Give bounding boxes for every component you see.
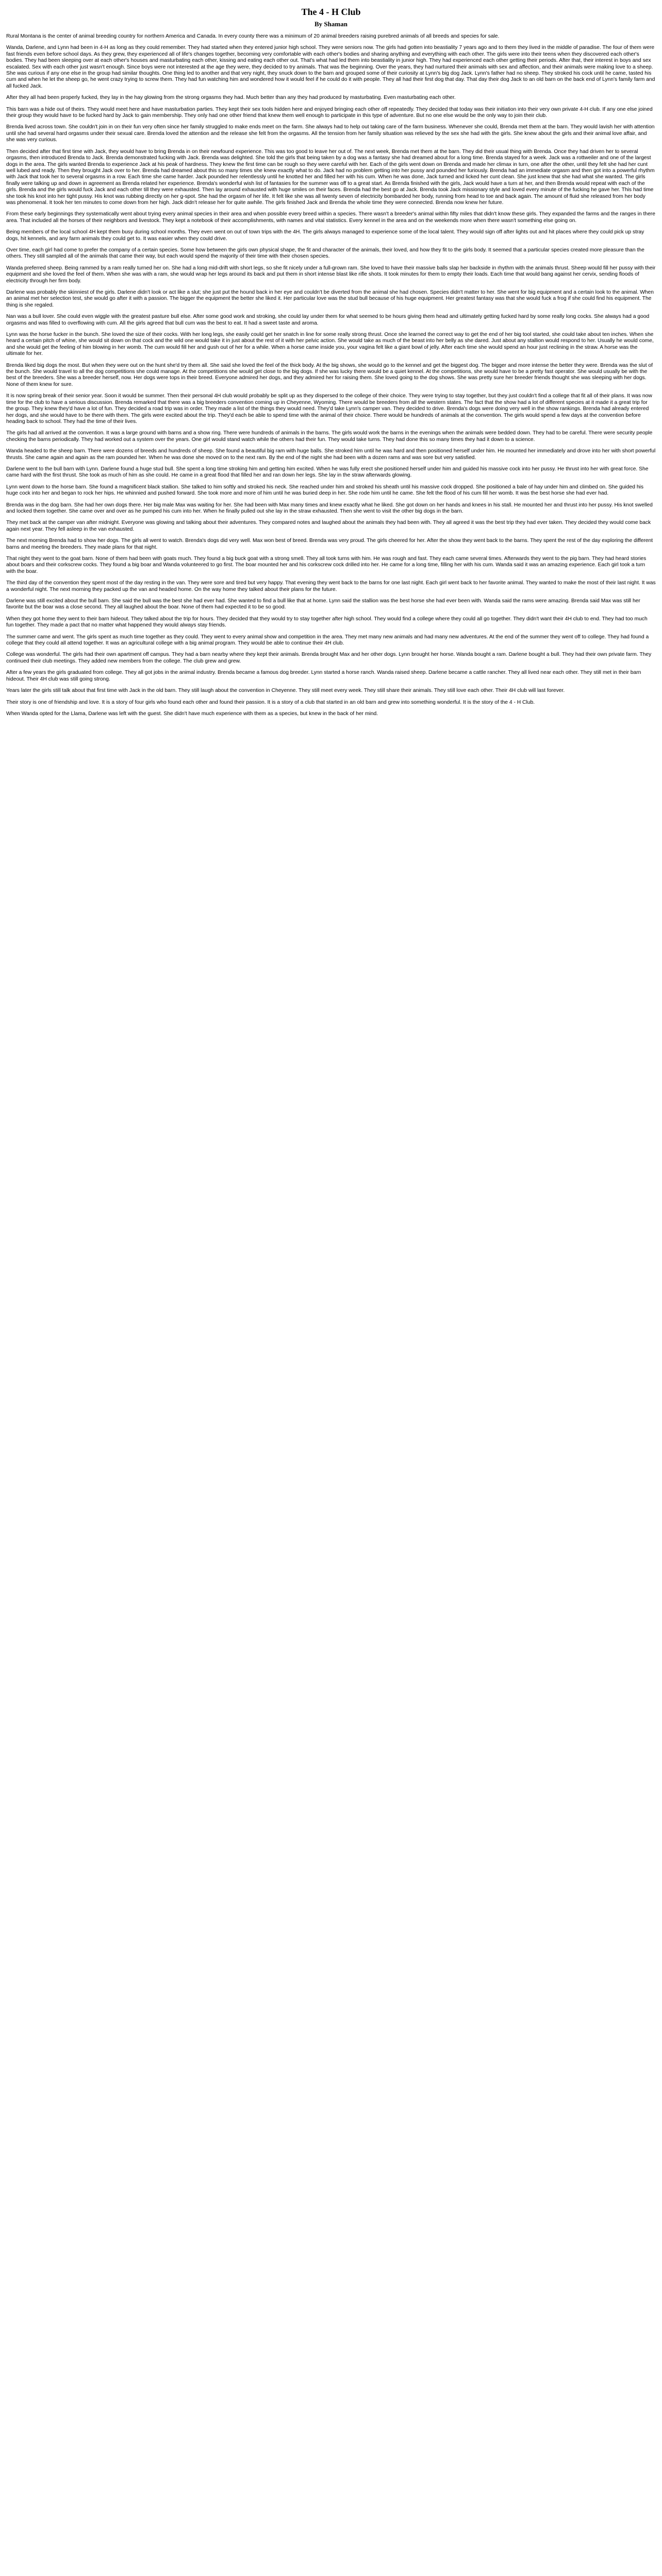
story-paragraph: After they all had been properly fucked, they lay in the hay glowing from the strong orgasms they had. Much better than any they had produced by masturbating. Even masturbating each other. (6, 95, 456, 101)
story-paragraph: Rural Montana is the center of animal breeding country for northern America and Canada. In every county there was a minimum of 20 animal breeders raising purebred animals of all breeds and species for sale. (6, 33, 500, 39)
story-paragraph: Lynn was the horse fucker in the bunch. She loved the size of their cocks. With her long legs, she easily could get her snatch in line for some really strong thrust. Once she learned the correct way to get the end of her big tool started, she could take about ten inches. When she heard a certain pitch of whine, she would sit down on that cock and the wild one would take it in just about the rest of it with her pelvic action. She would take as much of the beast into her belly as she dared. Just about any stallion would respond to her. Usually he would come, and she would get the feeling of him blowing in her womb. The cum would fill her and gush out of her for a while. When a horse came inside you, your vagina felt like a giant bowl of jelly. After each time she would spend an hour just reclining in the straw. A horse was the ultimate for her. (6, 332, 654, 357)
story-paragraph: When Wanda opted for the Llama, Darlene was left with the guest. She didn't have much experience with them as a species, but knew in the back of her mind. (6, 710, 378, 717)
story-paragraph: From these early beginnings they systematically went about trying every animal species in their area and when possible every breed within a species. There wasn't a breeder's animal within fifty miles that didn't know these girls. They expanded the farms and the ranges in there area. That included all the horses of their neighbors and livestock. They kept a notebook of their accomplishments, with names and vital statistics. Every kennel in the area and on the weekends more when there wasn't something else going on. (6, 211, 655, 224)
story-paragraph: Wanda preferred sheep. Being rammed by a ram really turned her on. She had a long mid-drift with short legs, so she fit nicely under a full-grown ram. She loved to have their massive balls slap her backside in rhythm with the animals thrust. Sheep would fill her pussy with their equipment and she loved the feel of them. When she was with a ram, she would wrap her legs around its back and put them in short intense blast like rifle shots. It took minutes for them to empty their loads. Each time that would bang against her cervix, sending floods of electricity through her firm body. (6, 265, 656, 284)
document (6, 6, 656, 717)
story-paragraph: Being members of the local school 4H kept them busy during school months. They even went on out of town trips with the 4H. The girls always managed to experience some of the local talent. They would sign off after lights out and hit places where they could pick up stray dogs, hit kennels, and any farm animals they could get to. It was easier when they could drive. (6, 229, 644, 242)
story-paragraph: Their story is one of friendship and love. It is a story of four girls who found each other and found their passion. It is a story of a club that started in an old barn and grew into something wonderful. It is the story of the 4 - H Club. (6, 699, 535, 705)
story-paragraph: The summer came and went. The girls spent as much time together as they could. They went to every animal show and competition in the area. They met many new animals and had many new adventures. At the end of the summer they went off to college. They had found a college that they could all attend together. It was an agricultural college with a big animal program. They would be able to continue their 4H club. (6, 634, 649, 647)
story-paragraph: When they got home they went to their barn hideout. They talked about the trip for hours. They decided that they would try to stay together after high school. They would find a college where they could all go together. They didn't want their 4H club to end. They had too much fun together. They made a pact that no matter what happened they would always stay friends. (6, 616, 648, 629)
story-paragraph: Darlene was probably the skinniest of the girls. Darlene didn't look or act like a slut; she just put the hound back in her eye and couldn't be diverted from the animal she had chosen. Species didn't matter to her. She went for big equipment and a certain look to the animal. When an animal met her selection test, she would go after it with a passion. The bigger the equipment the better she liked it. Her particular love was the stud bull because of his huge equipment. Her greatest fantasy was that she would fuck a frog if she could find his equipment. The thing is she regaled. (6, 290, 654, 308)
story-paragraph: College was wonderful. The girls had their own apartment off campus. They had a barn nearby where they kept their animals. Brenda brought Max and her other dogs. Lynn brought her horse. Wanda bought a ram. Darlene bought a bull. They had their own private farm. They continued their club meetings. They added new members from the college. The club grew and grew. (6, 652, 652, 664)
story-paragraph: Wanda headed to the sheep barn. There were dozens of breeds and hundreds of sheep. She found a beautiful big ram with huge balls. She stroked him until he was hard and then positioned herself under him. He mounted her immediately and drove into her with short powerful thrusts. She came again and again as the ram pounded her. When he was done she moved on to the next ram. By the end of the night she had been with a dozen rams and was sore but very satisfied. (6, 448, 656, 461)
story-paragraph: Brenda liked big dogs the most. But when they were out on the hunt she'd try them all. She said she loved the feel of the thick body. At the big shows, she would go to the kennel and get the biggest dog. The bigger and more intense the better they were. Brenda was the slut of the bunch. She would travel to all the dog competitions she could manage. At the competitions she would get close to the big dogs. If she was lucky there would be a quiet kennel. At the competitions, she would have to be a pretty fast operator. She would usually be with the best of the breeders. She was a breeder herself, now. Her dogs were tops in their breed. Everyone admired her dogs, and they admired her for raising them. She loved going to the dog shows. She was pretty sure her breeder friends thought she was sleeping with her dogs. None of them knew for sure. (6, 362, 653, 387)
story-paragraph: This barn was a hide out of theirs. They would meet here and have masturbation parties. They kept their sex tools hidden here and enjoyed bringing each other off repeatedly. They decided that today was their initiation into their very own private 4-H club. If any one else joined their group they would have to be fucked hard by Jack to gain membership. They only had one other friend that knew them well enough to participate in this type of adventure. But no one else would be the only way to join their club. (6, 106, 653, 119)
story-paragraph: Then decided after that first time with Jack, they would have to bring Brenda in on their newfound experience. This was too good to leave her out of. The next week, Brenda met them at the barn. They did their usual thing with Brenda. Once they had driven her to several orgasms, then introduced Brenda to Jack. Brenda demonstrated fucking with Jack. Brenda was delighted. She told the girls that being taken by a dog was a fantasy she had dreamed about for a long time. Brenda stayed for a week. Jack was a rottweiler and one of the largest dogs in the area. The girls wanted Brenda to experience Jack at his peak of hardness. They knew the first time can be rough so they were careful with her. Each of the girls went down on Brenda and made her climax in turn, one after the other, until they felt she had her cunt well lubed and ready. Then they brought Jack over to her. Brenda had dreamed about this so many times she knew exactly what to do. Jack had no problem getting into her pussy and pounded her furiously. Brenda had an immediate orgasm and then got into a powerful rhythm with Jack that took her to several orgasms in a row. Each time she came harder. Jack pounded her relentlessly until he knotted her and filled her with his cum. When he was done, Jack turned and licked her cunt clean. She just knew that she had what she wanted. The girls finally were talking up and down in agreement as Brenda related her experience. Brenda's wonderful wish list of fantasies for the summer was off to a great start. As Brenda finished with the girls, Jack would have a turn at her, and then Brenda would repeat with each of the girls. Brenda and the girls would fuck Jack and each other till they were exhausted. Then lay around exhausted with huge smiles on their faces. Brenda had the best go at Jack. Brenda took Jack missionary style and loved every minute of the fucking he gave her. This had time she took his knot into her tight pussy. His knot was rubbing directly on her g-spot. She had the orgasm of her life. It felt like she was all twenty seven of electricity bombarded her body, running from head to toe and back again. The amount of fluid she released from her body was phenomenal. It took her ten minutes to come down from her high. Jack didn't release her for quite awhile. The girls finished Jack and Brenda the whole time they were connected. Brenda now knew her future. (6, 148, 655, 206)
story-body (6, 33, 656, 717)
story-paragraph: Darlene was still excited about the bull barn. She said the bull was the best she had ever had. She wanted to find a bull like that at home. Lynn said the stallion was the best horse she had ever been with. Wanda said the rams were amazing. Brenda said Max was still her favorite but the boar was a close second. They all laughed about the boar. None of them had expected it to be so good. (6, 598, 640, 611)
story-paragraph: Wanda, Darlene, and Lynn had been in 4-H as long as they could remember. They had started when they entered junior high school. They were seniors now. The girls had gotten into beastiality 7 years ago and to them they lived in the middle of paradise. The four of them were fast friends even before school days. As they grew, they experienced all of life's changes together, becoming very comfortable with each other's bodies and sharing anything and everything with each other. The girls were into their teens when they discovered each other's bodies. They had been sleeping over at each other's houses and masturbating each other, kissing and eating each other out. That's what had led them into beastiality in junior high. They had experienced each other getting their periods. After that, their interest in boys and sex escalated. Sex with each other just wasn't enough. Since boys were not interested at the age they were, they decided to try animals. That was the beginning. Over the years, they had nurtured their animals with sex and affection, and their animals were making love to a sheep. She was curious if any one else in the group had similar thoughts. One thing led to another and that very night, they snuck down to the barn and grouped some of their curiosity at Lynn's big dog Jack. Lynn's father had no sheep. They stroked his cock until he came, tasted his cum and when he let the sheep go, he went crazy trying to screw them. They had fun watching him and wondered how it would feel if he could do it with people. They all had their first dog that day. That day their dog Jack to an old barn on the back end of Lynn's family farm and all fucked Jack. (6, 45, 655, 89)
story-paragraph: The third day of the convention they spent most of the day resting in the van. They were sore and tired but very happy. That evening they went back to the barns for one last night. Each girl went back to her favorite animal. They wanted to make the most of their last night. It was a wonderful night. The next morning they packed up the van and headed home. On the way home they talked about their plans for the future. (6, 580, 656, 592)
story-paragraph: The next morning Brenda had to show her dogs. The girls all went to watch. Brenda's dogs did very well. Max won best of breed. Brenda was very proud. The girls cheered for her. After the show they went back to the barns. They spent the rest of the day exploring the different barns and meeting the breeders. They made plans for that night. (6, 538, 653, 550)
story-paragraph: Brenda lived across town. She couldn't join in on their fun very often since her family struggled to make ends meet on the farm. She always had to help out taking care of the farm business. Whenever she could, Brenda met them at the barn. They would lavish her with attention until she had several hard orgasms under their sexual care. Brenda loved the attention and the release she felt from the orgasms. All the tension from her family situation was relieved by the sex she had with the girls. She knew about the girls and their animal love affair, and she was very curious. (6, 124, 655, 143)
story-byline: By Shaman (315, 20, 347, 28)
story-paragraph: Nan was a bull lover. She could even wiggle with the greatest pasture bull else. After some good work and stroking, she could lay under them for what seemed to be hours giving them head and ultimately getting fucked hard by some really long cocks. She always had a good orgasms and was filled to overflowing with cum. All the girls agreed that bull cum was the best to eat. It had a sweet taste and aroma. (6, 314, 650, 326)
story-paragraph: Brenda was in the dog barn. She had her own dogs there. Her big male Max was waiting for her. She had been with Max many times and knew exactly what he liked. She got down on her hands and knees in his stall. He mounted her and thrust into her pussy. His knot swelled and locked them together. She came over and over as he pumped his cum into her. When he finally pulled out she lay in the straw exhausted. Then she went to visit the other big dogs in the barn. (6, 502, 653, 514)
story-paragraph: Lynn went down to the horse barn. She found a magnificent black stallion. She talked to him softly and stroked his neck. She reached under him and stroked his sheath until his massive cock dropped. She positioned a bale of hay under him and climbed on. She guided his huge cock into her and began to rock her hips. He whinnied and pushed forward. She took more and more of him until he was buried deep in her. She rode him until he came. She felt the flood of his cum fill her womb. It was the best horse she had ever had. (6, 484, 643, 497)
story-paragraph: They met back at the camper van after midnight. Everyone was glowing and talking about their adventures. They compared notes and laughed about the animals they had been with. They all agreed it was the best trip they had ever taken. They decided they would come back again next year. They fell asleep in the van exhausted. (6, 520, 651, 532)
story-paragraph: Over time, each girl had come to prefer the company of a certain species. Some how between the girls own physical shape, the fit and character of the animals, their loved, and how they fit to the girls body. It seemed that a particular species created more pleasure than the others. They still sampled all of the animals that came their way, but each would spend the majority of their time with their chosen species. (6, 247, 644, 260)
story-paragraph: Darlene went to the bull barn with Lynn. Darlene found a huge stud bull. She spent a long time stroking him and getting him excited. When he was fully erect she positioned herself under him and guided his massive cock into her pussy. He thrust into her with great force. She came hard with the first thrust. She took as much of him as she could. He came in a great flood that filled her and ran down her legs. She lay in the straw afterwards glowing. (6, 466, 649, 479)
story-paragraph: It is now spring break of their senior year. Soon it would be summer. Then their personal 4H club would probably be split up as they dispersed to the college of their choice. They were trying to stay together, but they just couldn't find a college that fit all of their plans. It was now time for the club to have a serious discussion. Brenda remarked that there was a big breeders convention coming up in Cheyenne, Wyoming. There would be breeders from all the western states. The fact that the show had a lot of different species at it made it a great trip for the group. They knew they'd have a lot of fun. They decided a road trip was in order. They made a list of the things they would need. They'd take Lynn's camper van. They decided to drive. Brenda's dogs were doing very well in the show rankings. Brenda had already entered her dogs, and she would have to be there with them. The girls were excited about the trip. They'd each be able to spend time with the animal of their choice. There would be hundreds of animals at the convention. The girls would spend a few days at the convention before heading back to school. They had the time of their lives. (6, 393, 652, 425)
story-paragraph: After a few years the girls graduated from college. They all got jobs in the animal industry. Brenda became a famous dog breeder. Lynn started a horse ranch. Wanda raised sheep. Darlene became a cattle rancher. They all lived near each other. They still met in their barn hideout. Their 4H club was still going strong. (6, 670, 641, 682)
story-title: The 4 - H Club (301, 7, 361, 17)
story-paragraph: Years later the girls still talk about that first time with Jack in the old barn. They still laugh about the convention in Cheyenne. They still meet every week. They still share their animals. They still love each other. Their 4H club will last forever. (6, 688, 565, 694)
story-paragraph: That night they went to the goat barn. None of them had been with goats much. They found a big buck goat with a strong smell. They all took turns with him. He was rough and fast. They each came several times. Afterwards they went to the pig barn. They had heard stories about boars and their corkscrew cocks. They found a big boar and Wanda volunteered to go first. The boar mounted her and his corkscrew cock drilled into her. He came for a long time, filling her with his cum. Wanda said it was an amazing experience. Each girl took a turn with the boar. (6, 556, 647, 574)
story-paragraph: The girls had all arrived at the convention. It was a large ground with barns and a show ring. There were hundreds of animals in the barns. The girls would work the barns in the evenings when the animals were bedded down. They had to be careful. There were security people checking the barns periodically. They had worked out a system over the years. One girl would stand watch while the others had their fun. They would take turns. They had done this so many times they had it down to a science. (6, 430, 653, 443)
